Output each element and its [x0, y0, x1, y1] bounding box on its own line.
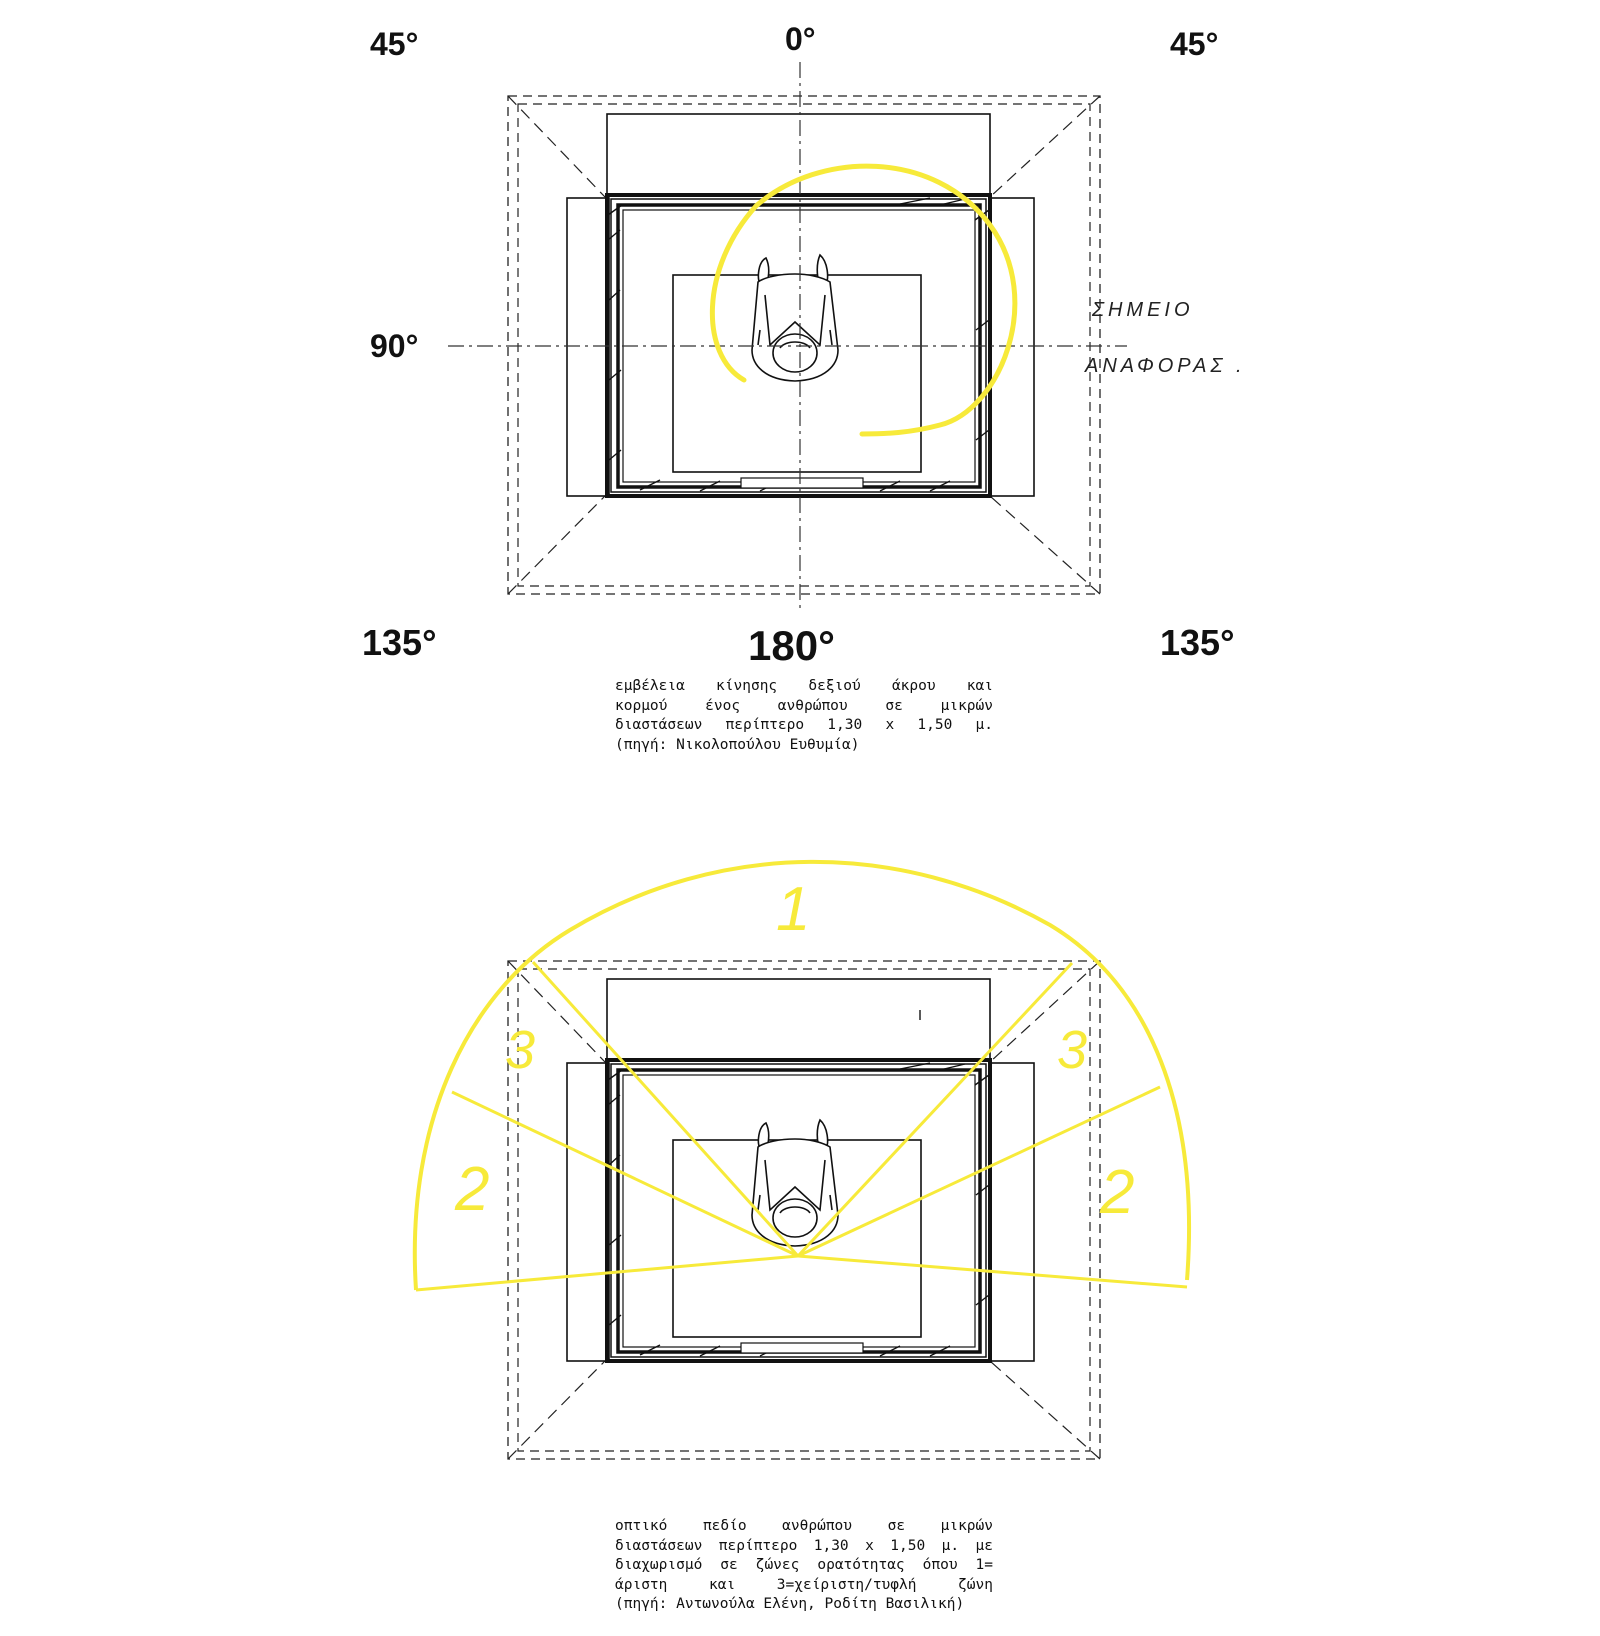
- caption-vision: [615, 1517, 993, 1615]
- angle-label-top-left: 45°: [370, 26, 419, 62]
- angle-label-bottom-center: 180°: [748, 622, 835, 669]
- angle-label-top-center: 0°: [785, 21, 816, 57]
- angle-label-left: 90°: [370, 328, 419, 364]
- kiosk-plan-reach: [362, 21, 1246, 669]
- caption-vision-line: άριστη και 3=χείριστη/τυφλή ζώνη: [615, 1576, 993, 1593]
- zone-label-1: 1: [776, 875, 811, 944]
- angle-label-bottom-left: 135°: [362, 622, 437, 663]
- caption-vision-line: οπτικό πεδίο ανθρώπου σε μικρών: [615, 1518, 993, 1534]
- caption-reach-line: εμβέλεια κίνησης δεξιού άκρου και: [615, 678, 993, 694]
- zone-label-2-right: 2: [1100, 1158, 1135, 1227]
- zone-label-3-left: 3: [505, 1020, 536, 1080]
- zone-label-2-left: 2: [455, 1155, 490, 1224]
- angle-label-bottom-right: 135°: [1160, 622, 1235, 663]
- caption-vision-line: διαχωρισμό σε ζώνες ορατότητας όπου 1=: [615, 1557, 993, 1573]
- caption-vision-source: (πηγή: Αντωνούλα Ελένη, Ροδίτη Βασιλική): [615, 1596, 965, 1612]
- caption-reach: [615, 677, 993, 755]
- caption-reach-source: (πηγή: Νικολοπούλου Ευθυμία): [615, 736, 860, 753]
- zone-label-3-right: 3: [1057, 1020, 1088, 1080]
- caption-reach-line: διαστάσεων περίπτερο 1,30 x 1,50 μ.: [615, 717, 993, 733]
- caption-vision-line: διαστάσεων περίπτερο 1,30 x 1,50 μ. με: [615, 1537, 993, 1554]
- angle-label-top-right: 45°: [1170, 26, 1219, 62]
- caption-reach-line: κορμού ένος ανθρώπου σε μικρών: [615, 697, 993, 714]
- kiosk-plan-2: [508, 961, 1100, 1459]
- reference-note-line-1: ΣΗΜΕΙΟ: [1092, 299, 1194, 321]
- reference-note-line-2: ΑΝΑΦΟΡΑΣ .: [1085, 355, 1246, 377]
- kiosk-plan-vision: [415, 862, 1189, 1459]
